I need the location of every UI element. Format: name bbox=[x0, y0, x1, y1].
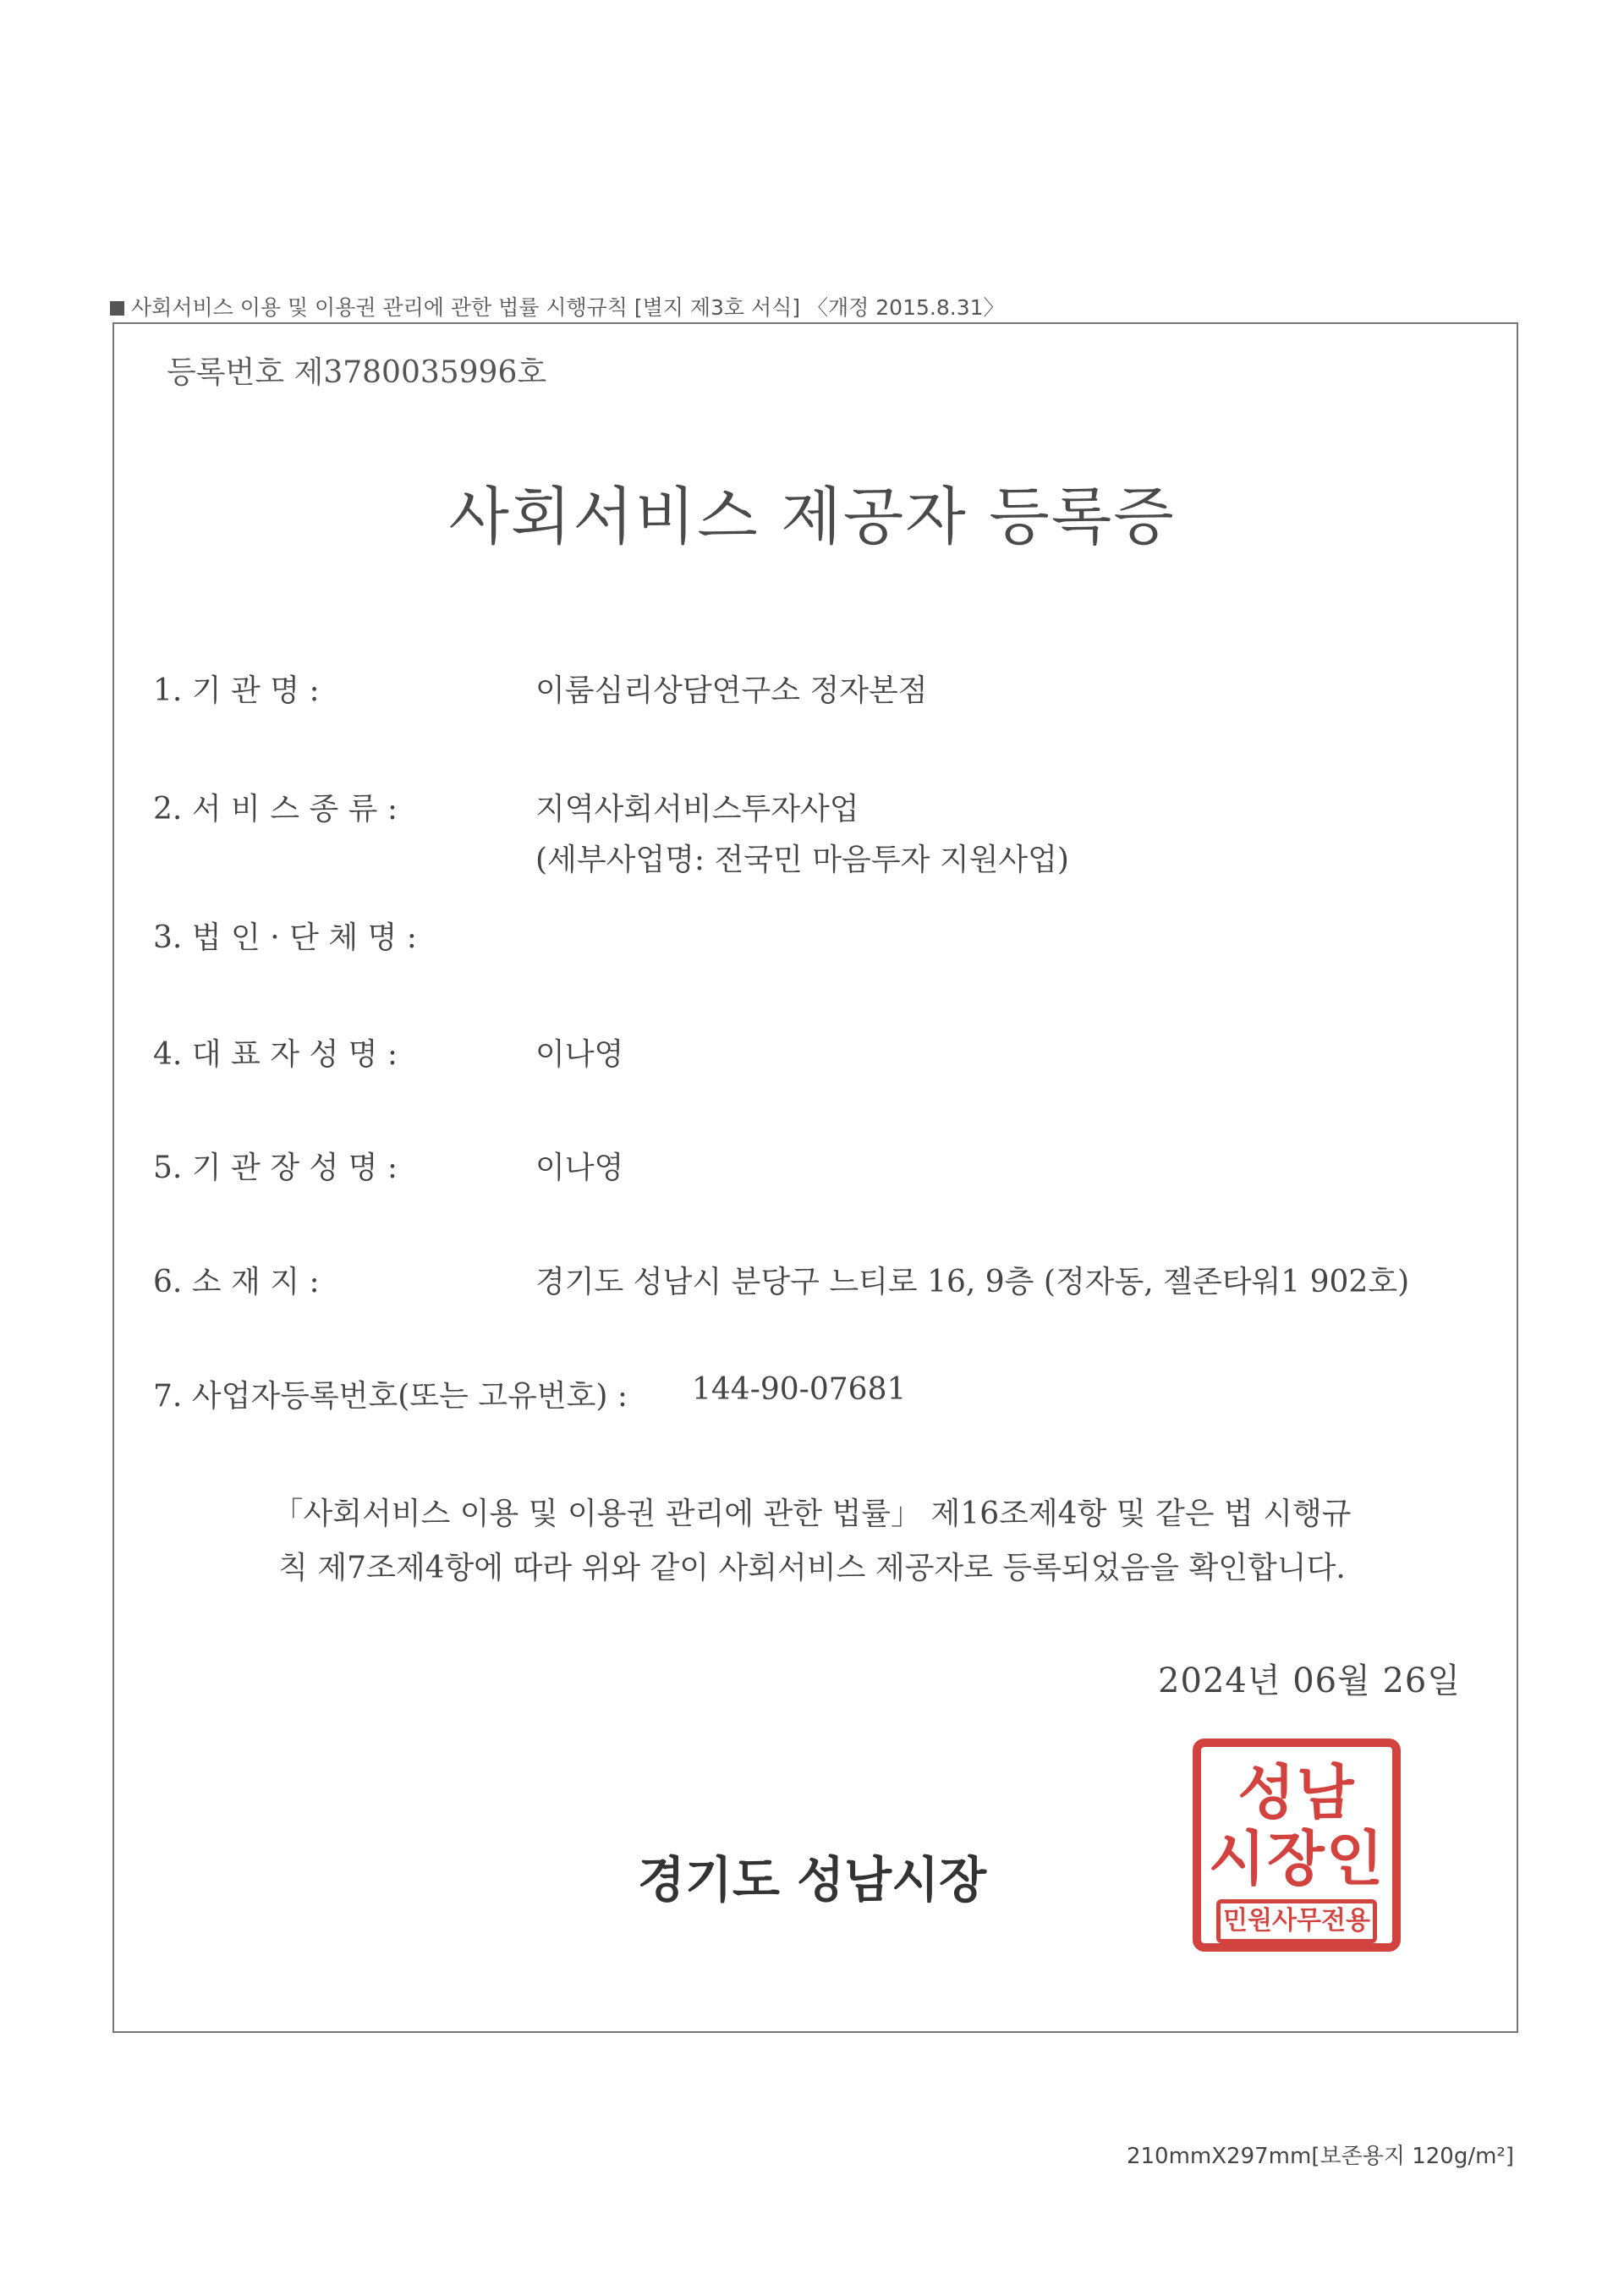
item-value-address: 경기도 성남시 분당구 느티로 16, 9층 (정자동, 젤존타워1 902호) bbox=[535, 1265, 1410, 1299]
certificate-title: 사회서비스 제공자 등록증 bbox=[448, 481, 1176, 553]
item-value-business-number: 144-90-07681 bbox=[692, 1372, 907, 1407]
square-bullet-icon bbox=[110, 301, 124, 316]
item-label-institution-name: 1. 기 관 명 : bbox=[153, 673, 320, 708]
confirmation-paragraph bbox=[0, 1487, 1624, 1596]
item-value-institution-name: 이룸심리상담연구소 정자본점 bbox=[535, 673, 928, 708]
form-reference-text: 사회서비스 이용 및 이용권 관리에 관한 법률 시행규칙 [별지 제3호 서식] 〈개정 2015.8.31〉 bbox=[131, 295, 1005, 320]
confirmation-line-1: 「사회서비스 이용 및 이용권 관리에 관한 법률」 제16조제4항 및 같은 법 시행규 bbox=[272, 1497, 1352, 1531]
issuer-name: 경기도 성남시장 bbox=[637, 1851, 987, 1909]
item-label-corporation-name: 3. 법 인 · 단 체 명 : bbox=[153, 920, 417, 955]
official-seal-stamp bbox=[1193, 1738, 1401, 1952]
confirmation-line-2: 칙 제7조제4항에 따라 위와 같이 사회서비스 제공자로 등록되었음을 확인합니다. bbox=[278, 1551, 1346, 1585]
item-value-representative-name: 이나영 bbox=[535, 1037, 624, 1072]
item-label-service-type: 2. 서 비 스 종 류 : bbox=[153, 792, 398, 827]
item-value-service-type: 지역사회서비스투자사업 bbox=[535, 792, 859, 827]
item-value-head-name: 이나영 bbox=[535, 1151, 624, 1185]
form-reference-note bbox=[110, 291, 1005, 321]
issue-date: 2024년 06월 26일 bbox=[1158, 1662, 1461, 1700]
item-label-business-number: 7. 사업자등록번호(또는 고유번호) : bbox=[153, 1379, 628, 1414]
item-label-head-name: 5. 기 관 장 성 명 : bbox=[153, 1151, 398, 1185]
registration-number: 등록번호 제3780035996호 bbox=[167, 355, 547, 390]
seal-line-3: 민원사무전용 bbox=[1216, 1899, 1377, 1943]
item-label-address: 6. 소 재 지 : bbox=[153, 1265, 320, 1299]
seal-line-2: 시장인 bbox=[1208, 1824, 1385, 1893]
item-label-representative-name: 4. 대 표 자 성 명 : bbox=[153, 1037, 398, 1072]
item-value-service-detail: (세부사업명: 전국민 마음투자 지원사업) bbox=[535, 843, 1069, 877]
seal-line-1: 성남 bbox=[1237, 1758, 1356, 1827]
paper-spec: 210mmX297mm[보존용지 120g/m²] bbox=[1126, 2144, 1514, 2169]
